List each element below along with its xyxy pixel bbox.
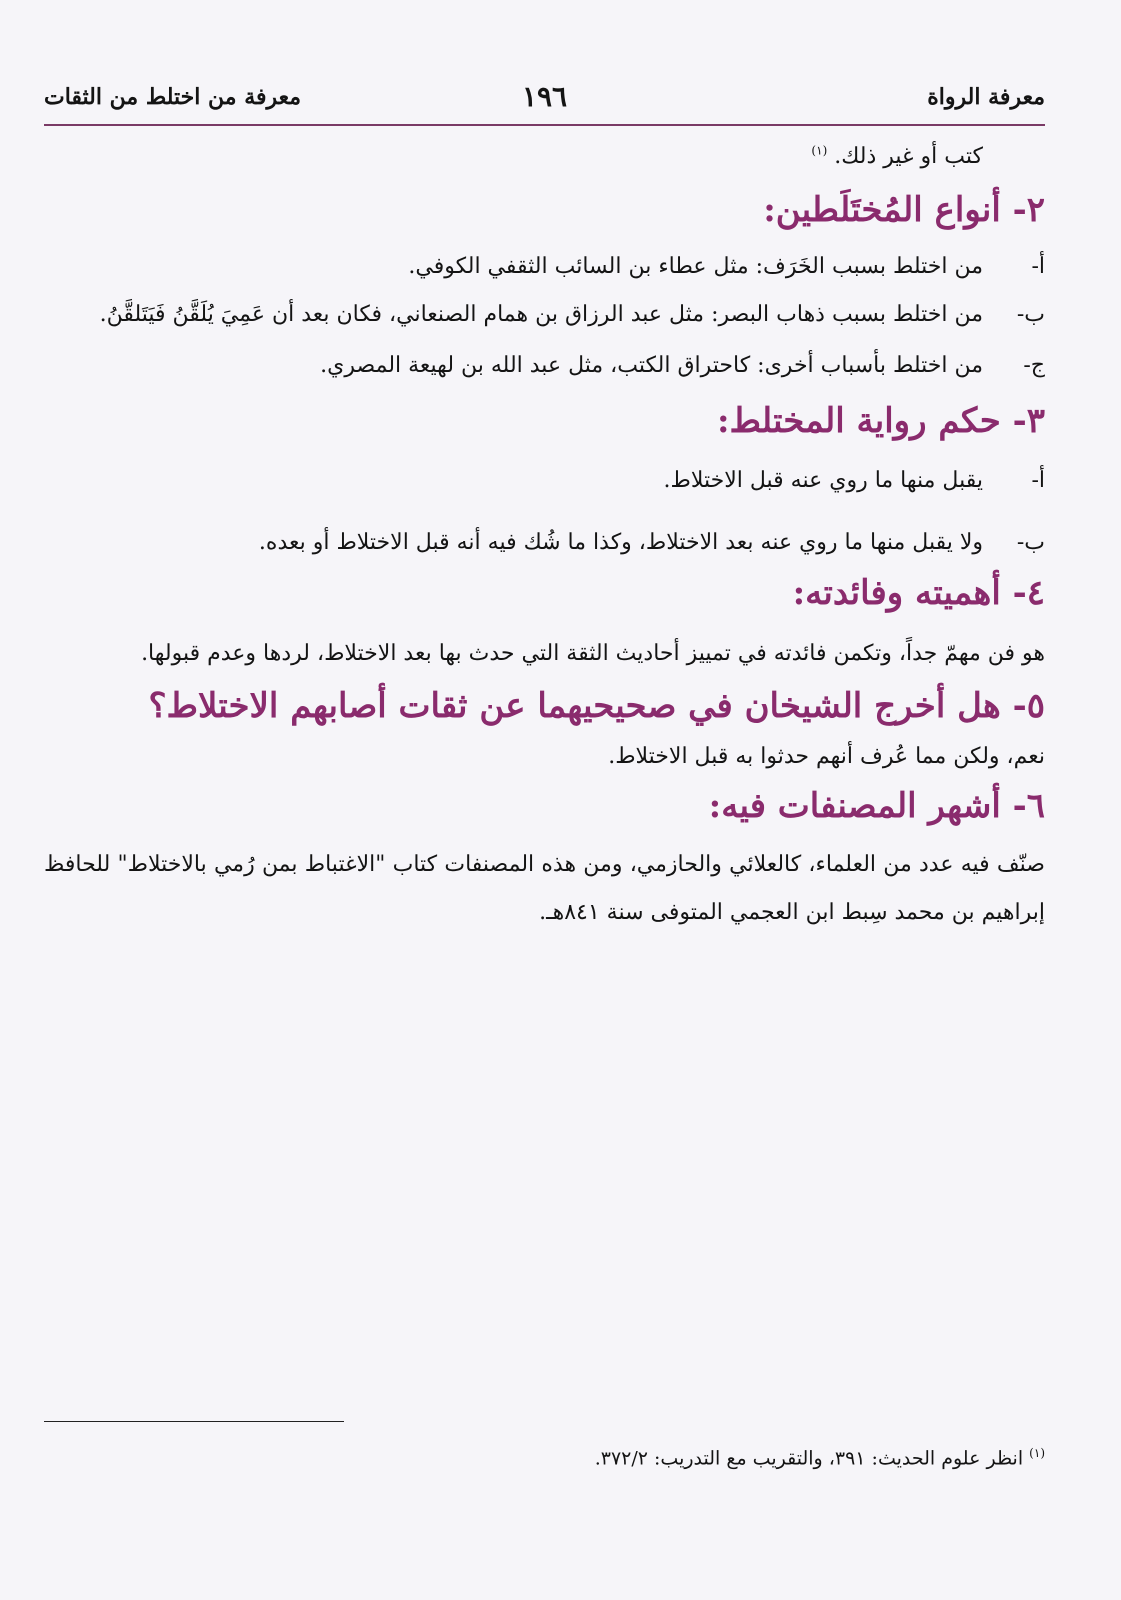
page-header — [44, 80, 1045, 126]
list-item-marker: أ- — [1031, 467, 1045, 493]
header-book-title: معرفة الرواة — [927, 84, 1045, 110]
section-heading-2: ٢- أنواع المُختَلَطين: — [763, 190, 1045, 231]
section-heading-5: ٥- هل أخرج الشيخان في صحيحيهما عن ثقات أصابهم الاختلاط؟ — [148, 686, 1045, 727]
page-body — [44, 140, 1045, 937]
footnote-text: انظر علوم الحديث: ٣٩١، والتقريب مع التدريب: ٣٧٢/٢. — [594, 1447, 1024, 1470]
list-item — [44, 250, 1045, 284]
list-item-text: من اختلط بأسباب أخرى: كاحتراق الكتب، مثل عبد الله بن لهيعة المصري. — [320, 353, 983, 379]
footnote-marker: (١) — [1029, 1446, 1045, 1460]
intro-text: كتب أو غير ذلك. — [834, 144, 983, 169]
list-item — [44, 464, 1045, 498]
section-6-paragraph: صنّف فيه عدد من العلماء، كالعلائي والحازمي، ومن هذه المصنفات كتاب "الاغتباط بمن رُمي بالاختلاط" للحافظ إبراهيم بن محمد سِبط ابن العجمي المتوفى سنة ٨٤١هـ. — [44, 851, 1045, 926]
list-item-marker: ب- — [1016, 529, 1045, 555]
header-chapter-title: معرفة من اختلط من الثقات — [44, 84, 302, 110]
list-item-text: من اختلط بسبب الخَرَف: مثل عطاء بن السائب الثقفي الكوفي. — [408, 254, 983, 280]
list-item-text: يقبل منها ما روي عنه قبل الاختلاط. — [663, 467, 983, 493]
section-5-paragraph: نعم، ولكن مما عُرف أنهم حدثوا به قبل الاختلاط. — [608, 744, 1045, 770]
list-item-text: من اختلط بسبب ذهاب البصر: مثل عبد الرزاق بن همام الصنعاني، فكان بعد أن عَمِيَ يُلَقَّنُ فَيَتَلقَّنُ. — [99, 302, 983, 328]
page-number: ١٩٦ — [521, 80, 568, 113]
list-item-text: ولا يقبل منها ما روي عنه بعد الاختلاط، وكذا ما شُك فيه أنه قبل الاختلاط أو بعده. — [258, 529, 983, 555]
section-heading-4: ٤- أهميته وفائدته: — [792, 572, 1045, 613]
list-item-marker: ب- — [1016, 302, 1045, 328]
list-item — [44, 294, 1045, 337]
section-4-paragraph: هو فن مهمّ جداً، وتكمن فائدته في تمييز أحاديث الثقة التي حدث بها بعد الاختلاط، لردها وعدم قبولها. — [141, 641, 1045, 667]
footnote-reference: (١) — [811, 143, 828, 158]
section-heading-6: ٦- أشهر المصنفات فيه: — [708, 786, 1045, 827]
list-item — [44, 514, 1045, 571]
list-item-marker: أ- — [1031, 254, 1045, 280]
footnote-separator — [44, 1421, 344, 1422]
list-item-marker: ج- — [1023, 353, 1045, 379]
section-heading-3: ٣- حكم رواية المختلط: — [716, 401, 1045, 442]
list-item — [44, 349, 1045, 383]
footnote — [44, 1446, 1045, 1469]
intro-paragraph — [44, 140, 1045, 174]
